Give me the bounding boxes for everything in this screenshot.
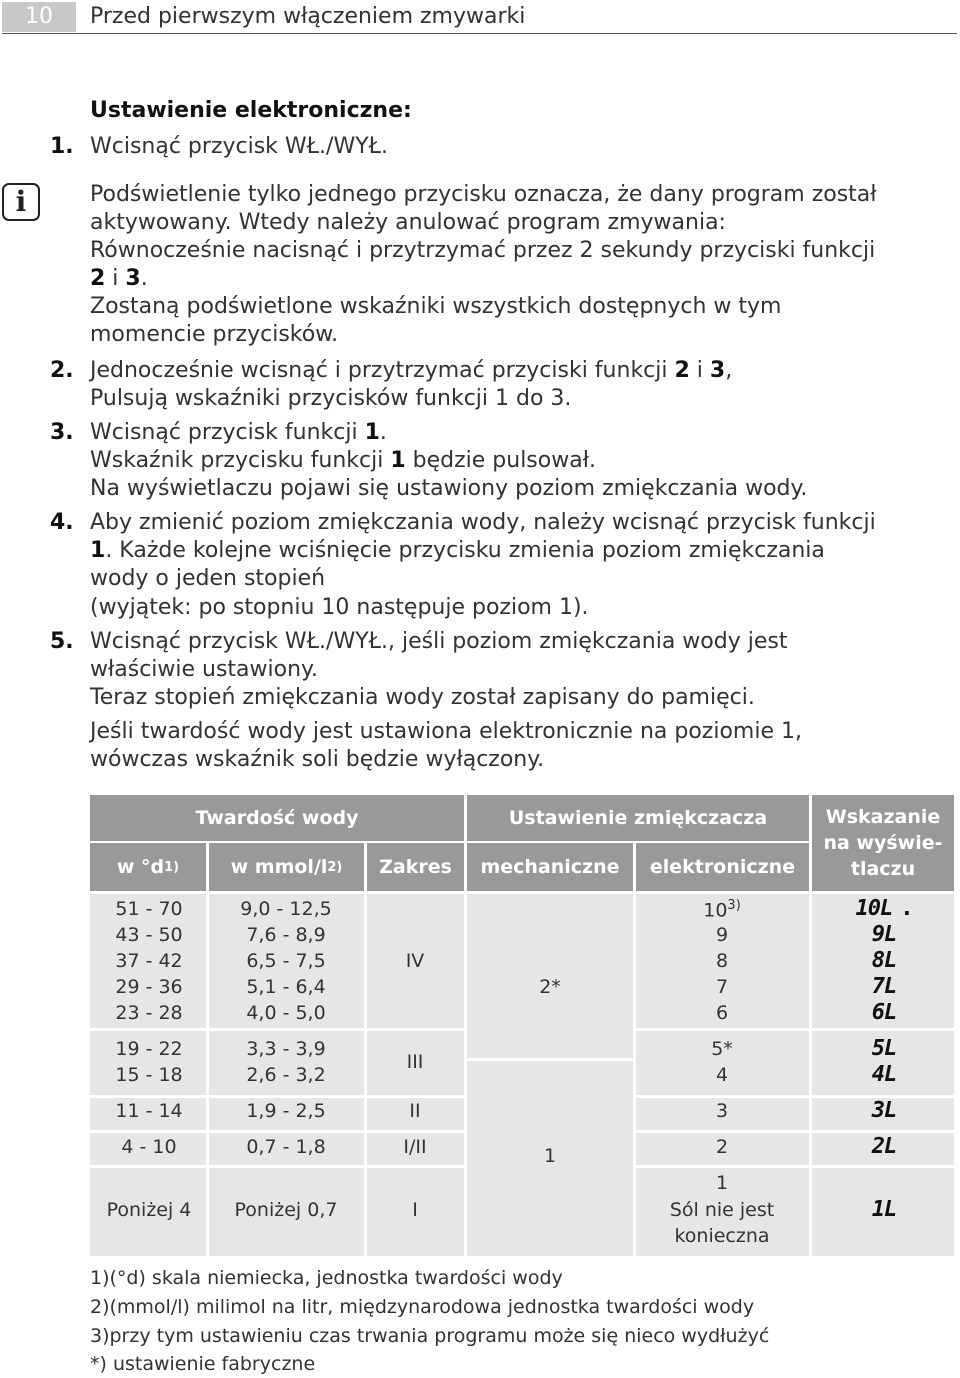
footnote-ref: 2) (327, 859, 343, 875)
header-divider (2, 33, 957, 34)
key-3: 3 (709, 358, 726, 383)
header-range: Zakres (367, 843, 464, 891)
display-indicator: 4L (871, 1062, 897, 1087)
cell-electronic (703, 898, 741, 921)
step-4-line: wody o jeden stopień (90, 566, 326, 591)
cell-electronic: 6 (715, 1002, 729, 1024)
info-text: i (105, 266, 126, 291)
info-icon: i (2, 183, 40, 221)
info-line: momencie przycisków. (90, 322, 339, 347)
cell-mmol: 5,1 - 6,4 (246, 976, 326, 998)
page-title: Przed pierwszym włączeniem zmywarki (90, 4, 526, 29)
step-text: , (725, 358, 733, 383)
cell-range: III (406, 1051, 424, 1073)
header-mmol (209, 843, 364, 891)
cell-degrees: 15 - 18 (115, 1064, 183, 1086)
step-5-line: Teraz stopień zmiękczania wody został zapisany do pamięci. (90, 685, 755, 710)
step-5-line: Wcisnąć przycisk WŁ./WYŁ., jeśli poziom zmiękczania wody jest (90, 629, 788, 654)
cell-electronic: 7 (715, 976, 729, 998)
cell-mechanical: 1 (543, 1145, 557, 1167)
cell-mmol: 7,6 - 8,9 (246, 924, 326, 946)
step-2-number: 2. (50, 358, 74, 383)
step-text: Jednocześnie wcisnąć i przytrzymać przyciski funkcji (90, 358, 675, 383)
step-4-number: 4. (50, 510, 74, 535)
cell-range: IV (405, 950, 425, 972)
display-code: 10L (855, 896, 893, 921)
header-mmol-text: w mmol/l (230, 856, 328, 878)
step-3-line: Na wyświetlaczu pojawi się ustawiony poziom zmiękczania wody. (90, 476, 808, 501)
cell-degrees: 19 - 22 (115, 1038, 183, 1060)
page-number: 10 (2, 2, 76, 32)
step-text: będzie pulsował. (405, 448, 596, 473)
cell-degrees: 51 - 70 (115, 898, 183, 920)
step-2-line (90, 357, 732, 385)
step-5-line: właściwie ustawiony. (90, 657, 318, 682)
footnote: 3)przy tym ustawieniu czas trwania programu może się nieco wydłużyć (90, 1325, 770, 1347)
key-2: 2 (674, 358, 690, 383)
step-text: i (689, 358, 710, 383)
section-title: Ustawienie elektroniczne: (90, 98, 412, 123)
header-electronic: elektroniczne (636, 843, 809, 891)
info-line: Podświetlenie tylko jednego przycisku oznacza, że dany program został (90, 182, 877, 207)
display-dot: . (900, 896, 913, 921)
display-indicator: 7L (871, 974, 897, 999)
display-indicator: 3L (871, 1098, 897, 1123)
info-line (90, 265, 148, 293)
footnote-ref: 1) (164, 859, 180, 875)
cell-electronic: 9 (715, 924, 729, 946)
footnote: 1)(°d) skala niemiecka, jednostka twardości wody (90, 1267, 563, 1289)
cell-degrees: 11 - 14 (115, 1100, 183, 1122)
step-1-text: Wcisnąć przycisk WŁ./WYŁ. (90, 134, 388, 159)
cell-electronic: 8 (715, 950, 729, 972)
step-4-line: (wyjątek: po stopniu 10 następuje poziom 1). (90, 595, 589, 620)
footnote: 2)(mmol/l) milimol na litr, międzynarodowa jednostka twardości wody (90, 1296, 755, 1318)
header-display-line: tlaczu (850, 858, 916, 880)
step-3-line (90, 419, 387, 447)
step-4-line: Aby zmienić poziom zmiękczania wody, należy wcisnąć przycisk funkcji (90, 510, 876, 535)
step-1-number: 1. (50, 134, 74, 159)
cell-degrees: 23 - 28 (115, 1002, 183, 1024)
info-line: aktywowany. Wtedy należy anulować program zmywania: (90, 210, 726, 235)
cell-electronic: 5* (711, 1038, 733, 1060)
cell-mmol: 1,9 - 2,5 (246, 1100, 326, 1122)
cell-electronic: 2 (715, 1136, 729, 1158)
cell-mmol: 3,3 - 3,9 (246, 1038, 326, 1060)
cell-electronic: 4 (715, 1064, 729, 1086)
cell-degrees: 37 - 42 (115, 950, 183, 972)
step-text: . Każde kolejne wciśnięcie przycisku zmienia poziom zmiękczania (105, 538, 825, 563)
step-text: Wcisnąć przycisk funkcji (90, 420, 365, 445)
cell-electronic: Sól nie jest (669, 1199, 775, 1221)
header-degrees (90, 843, 206, 891)
key-2: 2 (90, 266, 106, 291)
info-text: . (140, 266, 148, 291)
footnote: *) ustawienie fabryczne (90, 1353, 316, 1375)
header-softener-setting: Ustawienie zmiękczacza (467, 795, 809, 841)
header-display-line: Wskazanie (825, 806, 941, 828)
step-3-number: 3. (50, 420, 74, 445)
info-line: Zostaną podświetlone wskaźniki wszystkich dostępnych w tym (90, 294, 782, 319)
key-1: 1 (390, 448, 406, 473)
cell-degrees: 29 - 36 (115, 976, 183, 998)
step-2-line: Pulsują wskaźniki przycisków funkcji 1 do 3. (90, 386, 572, 411)
cell-degrees: 4 - 10 (121, 1136, 177, 1158)
cell-mmol: 0,7 - 1,8 (246, 1136, 326, 1158)
header-mechanical: mechaniczne (467, 843, 633, 891)
header-display (812, 795, 954, 891)
info-line: Równocześnie nacisnąć i przytrzymać przez 2 sekundy przyciski funkcji (90, 238, 876, 263)
display-indicator: 9L (871, 922, 897, 947)
display-indicator (856, 896, 913, 921)
step-4-line (90, 537, 825, 565)
display-indicator: 2L (871, 1134, 897, 1159)
cell-degrees: Poniżej 4 (106, 1199, 192, 1221)
note-line: wówczas wskaźnik soli będzie wyłączony. (90, 747, 545, 772)
display-indicator: 5L (871, 1036, 897, 1061)
key-1: 1 (90, 538, 106, 563)
cell-mmol: 4,0 - 5,0 (246, 1002, 326, 1024)
cell-range: II (409, 1100, 421, 1122)
header-display-line: na wyświe- (823, 832, 943, 854)
cell-range: I (412, 1199, 418, 1221)
display-indicator: 1L (871, 1197, 897, 1222)
step-text: Wskaźnik przycisku funkcji (90, 448, 391, 473)
cell-electronic: 3 (715, 1100, 729, 1122)
step-text: . (379, 420, 387, 445)
cell-electronic: konieczna (674, 1225, 770, 1247)
cell-mmol: 2,6 - 3,2 (246, 1064, 326, 1086)
cell-mmol: Poniżej 0,7 (234, 1199, 338, 1221)
cell-mmol: 6,5 - 7,5 (246, 950, 326, 972)
cell-degrees: 43 - 50 (115, 924, 183, 946)
step-3-line (90, 447, 596, 475)
display-indicator: 6L (871, 1000, 897, 1025)
cell-electronic-value: 10 (703, 899, 728, 922)
display-indicator: 8L (871, 948, 897, 973)
note-line: Jeśli twardość wody jest ustawiona elektronicznie na poziomie 1, (90, 719, 802, 744)
footnote-ref: 3) (727, 898, 741, 913)
step-5-number: 5. (50, 629, 74, 654)
cell-mmol: 9,0 - 12,5 (240, 898, 332, 920)
key-3: 3 (125, 266, 141, 291)
cell-range: I/II (403, 1136, 427, 1158)
header-degrees-text: w °d (116, 856, 165, 878)
cell-mechanical: 2* (539, 976, 561, 998)
cell-electronic: 1 (715, 1172, 729, 1194)
header-water-hardness: Twardość wody (90, 795, 464, 841)
key-1: 1 (364, 420, 380, 445)
